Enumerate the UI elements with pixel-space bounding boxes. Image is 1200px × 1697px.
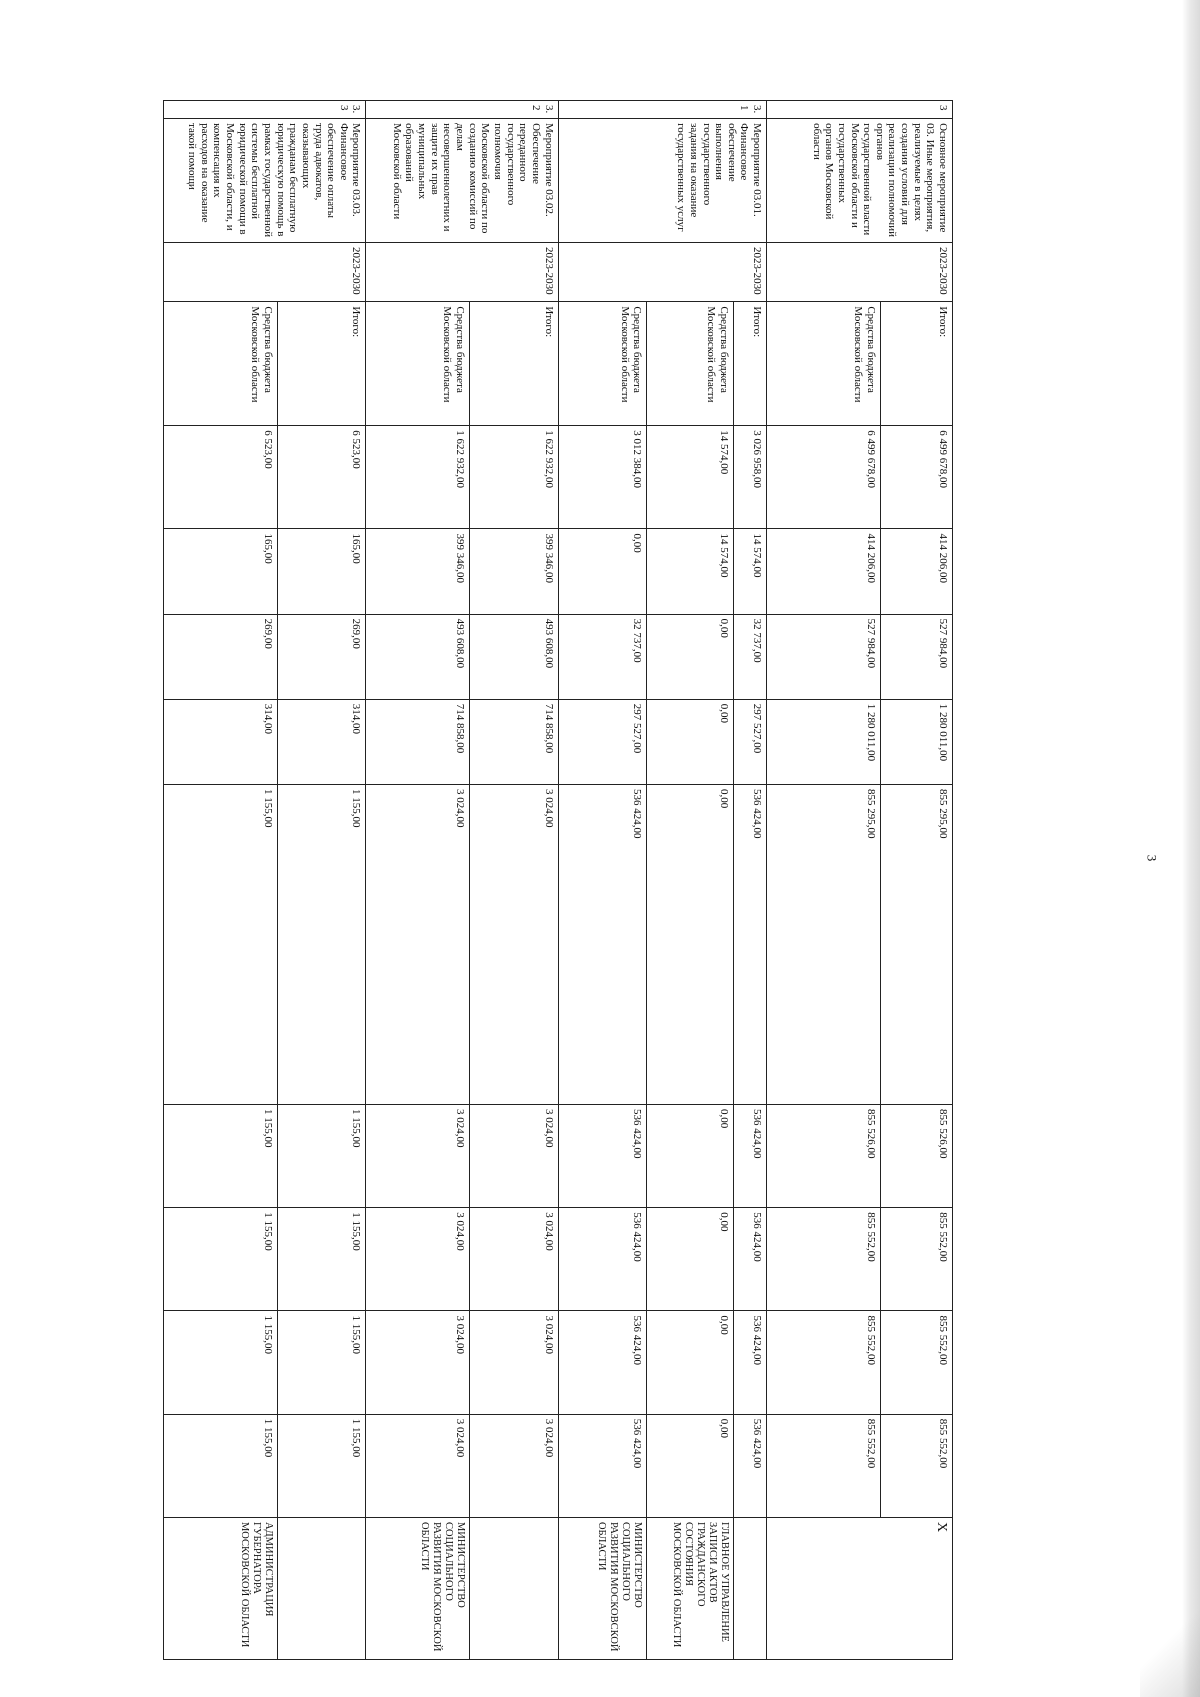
- amount-2026: 1 155,00: [277, 784, 366, 1104]
- amount-total: 6 499 678,00: [767, 426, 881, 529]
- amount-2027: 3 024,00: [366, 1105, 469, 1208]
- amount-2029: 855 552,00: [880, 1311, 952, 1414]
- amount-2025: 714 858,00: [469, 699, 558, 784]
- amount-2030: 855 552,00: [767, 1414, 881, 1517]
- amount-2024: 493 608,00: [469, 614, 558, 699]
- amount-2026: 855 295,00: [767, 784, 881, 1104]
- amount-2030: 0,00: [647, 1414, 734, 1517]
- page-number: 3: [1144, 854, 1160, 862]
- amount-2024: 32 737,00: [734, 614, 767, 699]
- amount-2030: 536 424,00: [558, 1414, 647, 1517]
- amount-2025: 1 280 011,00: [767, 699, 881, 784]
- amount-2025: 314,00: [277, 699, 366, 784]
- amount-2026: 3 024,00: [366, 784, 469, 1104]
- amount-2029: 1 155,00: [277, 1311, 366, 1414]
- amount-2029: 1 155,00: [164, 1311, 278, 1414]
- amount-2028: 3 024,00: [366, 1208, 469, 1311]
- amount-total: 1 622 932,00: [469, 426, 558, 529]
- activity-name: Основное мероприятие 03. Иные мероприятия, реализуемые в целях создания условий для реализации полномочий органов государственной власти Московской области и государственных органов Московской области: [767, 119, 953, 243]
- amount-2029: 3 024,00: [366, 1311, 469, 1414]
- table-row: [366, 101, 469, 1660]
- amount-2024: 269,00: [277, 614, 366, 699]
- funding-source: Итого:: [734, 302, 767, 426]
- amount-2023: 14 574,00: [647, 529, 734, 614]
- amount-2030: 3 024,00: [469, 1414, 558, 1517]
- amount-2028: 855 552,00: [880, 1208, 952, 1311]
- amount-2023: 165,00: [277, 529, 366, 614]
- amount-2027: 1 155,00: [164, 1105, 278, 1208]
- amount-2023: 399 346,00: [366, 529, 469, 614]
- budget-sheet: [163, 100, 953, 1660]
- amount-2023: 414 206,00: [880, 529, 952, 614]
- table-row: [647, 101, 734, 1660]
- row-number: 3.2: [366, 101, 558, 119]
- amount-2025: 1 280 011,00: [880, 699, 952, 784]
- activity-name: Мероприятие 03.01. Финансовое обеспечение выполнения государственного задания на оказание государственных услуг: [558, 119, 767, 243]
- amount-2029: 536 424,00: [734, 1311, 767, 1414]
- amount-2028: 3 024,00: [469, 1208, 558, 1311]
- responsible-executor: МИНИСТЕРСТВО СОЦИАЛЬНОГО РАЗВИТИЯ МОСКОВСКОЙ ОБЛАСТИ: [366, 1517, 469, 1659]
- amount-2030: 3 024,00: [366, 1414, 469, 1517]
- implementation-years: 2023-2030: [366, 242, 558, 301]
- amount-2027: 0,00: [647, 1105, 734, 1208]
- budget-table: [163, 100, 953, 1660]
- row-number: 3: [767, 101, 953, 119]
- amount-2024: 527 984,00: [767, 614, 881, 699]
- table-row: [734, 101, 767, 1660]
- implementation-years: 2023-2030: [164, 242, 366, 301]
- amount-2024: 527 984,00: [880, 614, 952, 699]
- activity-name: Мероприятие 03.03. Финансовое обеспечение оплаты труда адвокатов, оказывающих гражданам бесплатную юридическую помощь в рамках государственной системы бесплатной юридической помощи в Московской области, и компенсация их расходов на оказание такой помощи: [164, 119, 366, 243]
- amount-2027: 855 526,00: [767, 1105, 881, 1208]
- responsible-executor: [469, 1517, 558, 1659]
- amount-2029: 536 424,00: [558, 1311, 647, 1414]
- amount-2025: 297 527,00: [734, 699, 767, 784]
- amount-2029: 855 552,00: [767, 1311, 881, 1414]
- table-row: [767, 101, 881, 1660]
- amount-2028: 536 424,00: [558, 1208, 647, 1311]
- funding-source: Средства бюджета Московской области: [767, 302, 881, 426]
- amount-2024: 32 737,00: [558, 614, 647, 699]
- amount-2027: 536 424,00: [734, 1105, 767, 1208]
- amount-total: 3 026 958,00: [734, 426, 767, 529]
- table-row: [277, 101, 366, 1660]
- amount-2029: 0,00: [647, 1311, 734, 1414]
- amount-2027: 1 155,00: [277, 1105, 366, 1208]
- amount-2023: 165,00: [164, 529, 278, 614]
- amount-2028: 1 155,00: [277, 1208, 366, 1311]
- amount-2030: 855 552,00: [880, 1414, 952, 1517]
- row-number: 3.3: [164, 101, 366, 119]
- amount-2027: 536 424,00: [558, 1105, 647, 1208]
- amount-2026: 855 295,00: [880, 784, 952, 1104]
- amount-total: 6 523,00: [277, 426, 366, 529]
- scan-edge: [1182, 0, 1200, 1697]
- responsible-executor: ГЛАВНОЕ УПРАВЛЕНИЕ ЗАПИСИ АКТОВ ГРАЖДАНСКОГО СОСТОЯНИЯ МОСКОВСКОЙ ОБЛАСТИ: [647, 1517, 734, 1659]
- funding-source: Средства бюджета Московской области: [558, 302, 647, 426]
- responsible-executor: МИНИСТЕРСТВО СОЦИАЛЬНОГО РАЗВИТИЯ МОСКОВСКОЙ ОБЛАСТИ: [558, 1517, 647, 1659]
- amount-2030: 1 155,00: [277, 1414, 366, 1517]
- amount-2024: 493 608,00: [366, 614, 469, 699]
- amount-total: 6 499 678,00: [880, 426, 952, 529]
- amount-2023: 399 346,00: [469, 529, 558, 614]
- amount-total: 1 622 932,00: [366, 426, 469, 529]
- implementation-years: 2023-2030: [558, 242, 767, 301]
- implementation-years: 2023-2030: [767, 242, 953, 301]
- amount-2024: 0,00: [647, 614, 734, 699]
- amount-2026: 1 155,00: [164, 784, 278, 1104]
- scan-shadow: [1140, 1607, 1200, 1697]
- row-number: 3.1: [558, 101, 767, 119]
- responsible-executor: АДМИНИСТРАЦИЯ ГУБЕРНАТОРА МОСКОВСКОЙ ОБЛАСТИ: [164, 1517, 278, 1659]
- amount-2029: 3 024,00: [469, 1311, 558, 1414]
- funding-source: Средства бюджета Московской области: [164, 302, 278, 426]
- table-row: [880, 101, 952, 1660]
- amount-2023: 0,00: [558, 529, 647, 614]
- amount-2025: 0,00: [647, 699, 734, 784]
- amount-2028: 536 424,00: [734, 1208, 767, 1311]
- amount-2026: 3 024,00: [469, 784, 558, 1104]
- table-row: [164, 101, 278, 1660]
- funding-source: Итого:: [469, 302, 558, 426]
- table-row: [558, 101, 647, 1660]
- amount-2026: 0,00: [647, 784, 734, 1104]
- amount-2028: 855 552,00: [767, 1208, 881, 1311]
- table-row: [469, 101, 558, 1660]
- table-body: [164, 101, 953, 1660]
- amount-2024: 269,00: [164, 614, 278, 699]
- amount-2025: 314,00: [164, 699, 278, 784]
- amount-2030: 1 155,00: [164, 1414, 278, 1517]
- amount-2023: 14 574,00: [734, 529, 767, 614]
- amount-total: 14 574,00: [647, 426, 734, 529]
- funding-source: Средства бюджета Московской области: [366, 302, 469, 426]
- responsible-executor: X: [767, 1517, 953, 1659]
- amount-2030: 536 424,00: [734, 1414, 767, 1517]
- amount-2028: 1 155,00: [164, 1208, 278, 1311]
- amount-2028: 0,00: [647, 1208, 734, 1311]
- amount-2027: 3 024,00: [469, 1105, 558, 1208]
- responsible-executor: [277, 1517, 366, 1659]
- funding-source: Итого:: [880, 302, 952, 426]
- amount-2023: 414 206,00: [767, 529, 881, 614]
- amount-2025: 714 858,00: [366, 699, 469, 784]
- funding-source: Средства бюджета Московской области: [647, 302, 734, 426]
- funding-source: Итого:: [277, 302, 366, 426]
- amount-2026: 536 424,00: [734, 784, 767, 1104]
- amount-2026: 536 424,00: [558, 784, 647, 1104]
- amount-total: 3 012 384,00: [558, 426, 647, 529]
- amount-2027: 855 526,00: [880, 1105, 952, 1208]
- amount-total: 6 523,00: [164, 426, 278, 529]
- amount-2025: 297 527,00: [558, 699, 647, 784]
- responsible-executor: [734, 1517, 767, 1659]
- activity-name: Мероприятие 03.02. Обеспечение переданного государственного полномочия Московской области по созданию комиссий по делам несовершеннолетних и защите их прав муниципальных образований Московской области: [366, 119, 558, 243]
